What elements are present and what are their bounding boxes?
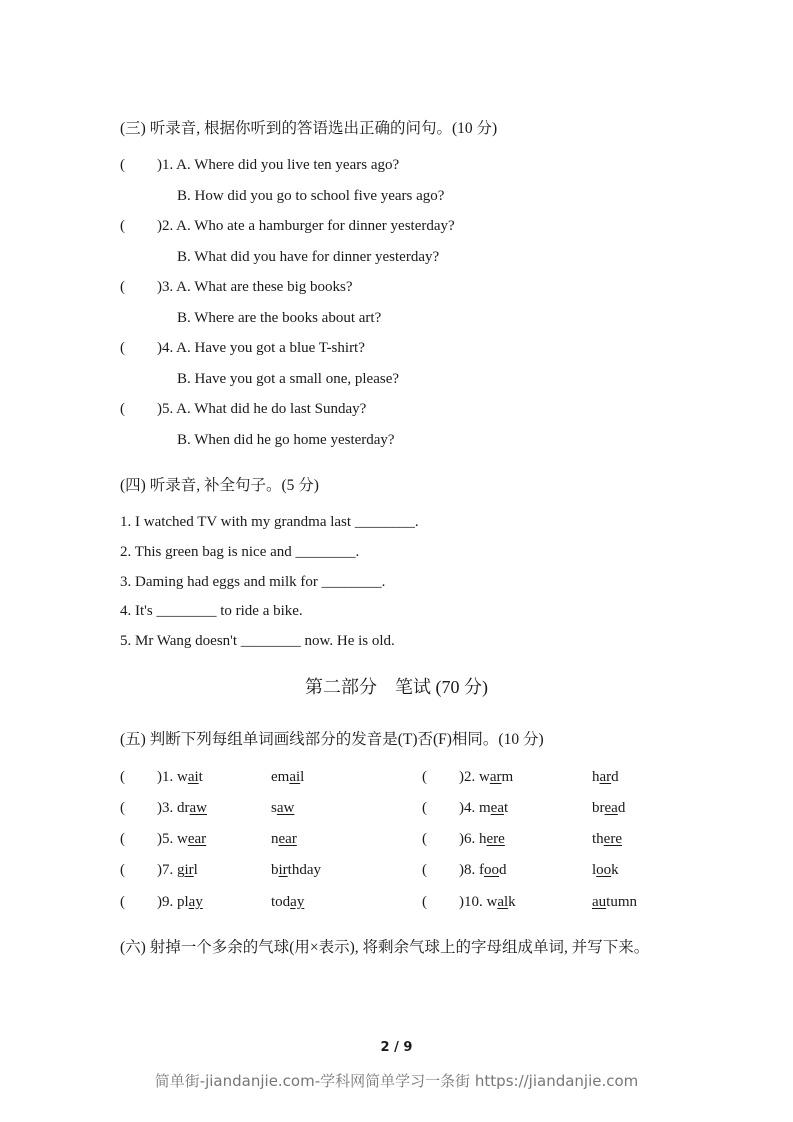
item-number: )7.: [157, 862, 177, 878]
question-3-option-a: )3. A. What are these big books?: [157, 279, 353, 295]
answer-paren: (: [120, 279, 125, 295]
compare-word: today: [271, 894, 305, 910]
item-number: )3.: [157, 800, 177, 816]
compare-word: saw: [271, 800, 295, 816]
answer-paren: (: [120, 831, 125, 847]
word-pair-right: )8. food: [459, 862, 507, 878]
page-number: 2 / 9: [380, 1040, 413, 1055]
word-pair-left: )3. draw: [157, 800, 207, 816]
footer-watermark: 简单街-jiandanjie.com-学科网简单学习一条街 https://jiandanjie.com: [154, 1072, 639, 1090]
answer-paren: (: [120, 769, 125, 785]
question-5-option-b: B. When did he go home yesterday?: [177, 432, 395, 448]
fill-sentence-3: 3. Daming had eggs and milk for ________.: [120, 574, 386, 590]
answer-paren: (: [422, 862, 427, 878]
compare-word: bread: [592, 800, 626, 816]
answer-paren: (: [422, 800, 427, 816]
question-2-option-a: )2. A. Who ate a hamburger for dinner yesterday?: [157, 218, 455, 234]
item-number: )9.: [157, 894, 177, 910]
word-pair-right: )4. meat: [459, 800, 509, 816]
item-number: )1.: [157, 769, 177, 785]
answer-paren: (: [120, 157, 125, 173]
word-pair-left: )9. play: [157, 894, 203, 910]
item-number: )6.: [459, 831, 479, 847]
item-number: )10.: [459, 894, 487, 910]
section-3-title: (三) 听录音, 根据你听到的答语选出正确的问句。(10 分): [120, 120, 498, 137]
section-4-title: (四) 听录音, 补全句子。(5 分): [120, 477, 319, 494]
word-pair-left: )1. wait: [157, 769, 203, 785]
item-number: )2.: [459, 769, 479, 785]
word-pair-right: )2. warm: [459, 769, 514, 785]
part-2-heading: 第二部分 笔试 (70 分): [305, 677, 488, 697]
word-pair-right: )6. here: [459, 831, 505, 847]
compare-word: autumn: [592, 894, 638, 910]
compare-word: look: [592, 862, 619, 878]
question-4-option-a: )4. A. Have you got a blue T-shirt?: [157, 340, 365, 356]
question-3-option-b: B. Where are the books about art?: [177, 310, 382, 326]
question-1-option-b: B. How did you go to school five years ago?: [177, 188, 445, 204]
word-pair-right: )10. walk: [459, 894, 516, 910]
compare-word: there: [592, 831, 622, 847]
word-pair-left: )5. wear: [157, 831, 207, 847]
fill-sentence-4: 4. It's ________ to ride a bike.: [120, 603, 303, 619]
answer-paren: (: [422, 894, 427, 910]
answer-paren: (: [422, 769, 427, 785]
section-6-title: (六) 射掉一个多余的气球(用×表示), 将剩余气球上的字母组成单词, 并写下来。: [120, 939, 650, 956]
compare-word: birthday: [271, 862, 321, 878]
item-number: )8.: [459, 862, 479, 878]
compare-word: near: [271, 831, 297, 847]
answer-paren: (: [120, 218, 125, 234]
question-1-option-a: )1. A. Where did you live ten years ago?: [157, 157, 400, 173]
answer-paren: (: [120, 862, 125, 878]
word-pair-left: )7. girl: [157, 862, 198, 878]
fill-sentence-2: 2. This green bag is nice and ________.: [120, 544, 360, 560]
question-5-option-a: )5. A. What did he do last Sunday?: [157, 401, 367, 417]
item-number: )4.: [459, 800, 479, 816]
answer-paren: (: [120, 340, 125, 356]
answer-paren: (: [120, 800, 125, 816]
question-4-option-b: B. Have you got a small one, please?: [177, 371, 400, 387]
answer-paren: (: [120, 401, 125, 417]
question-2-option-b: B. What did you have for dinner yesterday?: [177, 249, 440, 265]
compare-word: hard: [592, 769, 619, 785]
answer-paren: (: [120, 894, 125, 910]
compare-word: email: [271, 769, 305, 785]
answer-paren: (: [422, 831, 427, 847]
fill-sentence-5: 5. Mr Wang doesn't ________ now. He is old.: [120, 633, 395, 649]
section-5-title: (五) 判断下列每组单词画线部分的发音是(T)否(F)相同。(10 分): [120, 731, 544, 748]
item-number: )5.: [157, 831, 177, 847]
fill-sentence-1: 1. I watched TV with my grandma last ________.: [120, 514, 419, 530]
